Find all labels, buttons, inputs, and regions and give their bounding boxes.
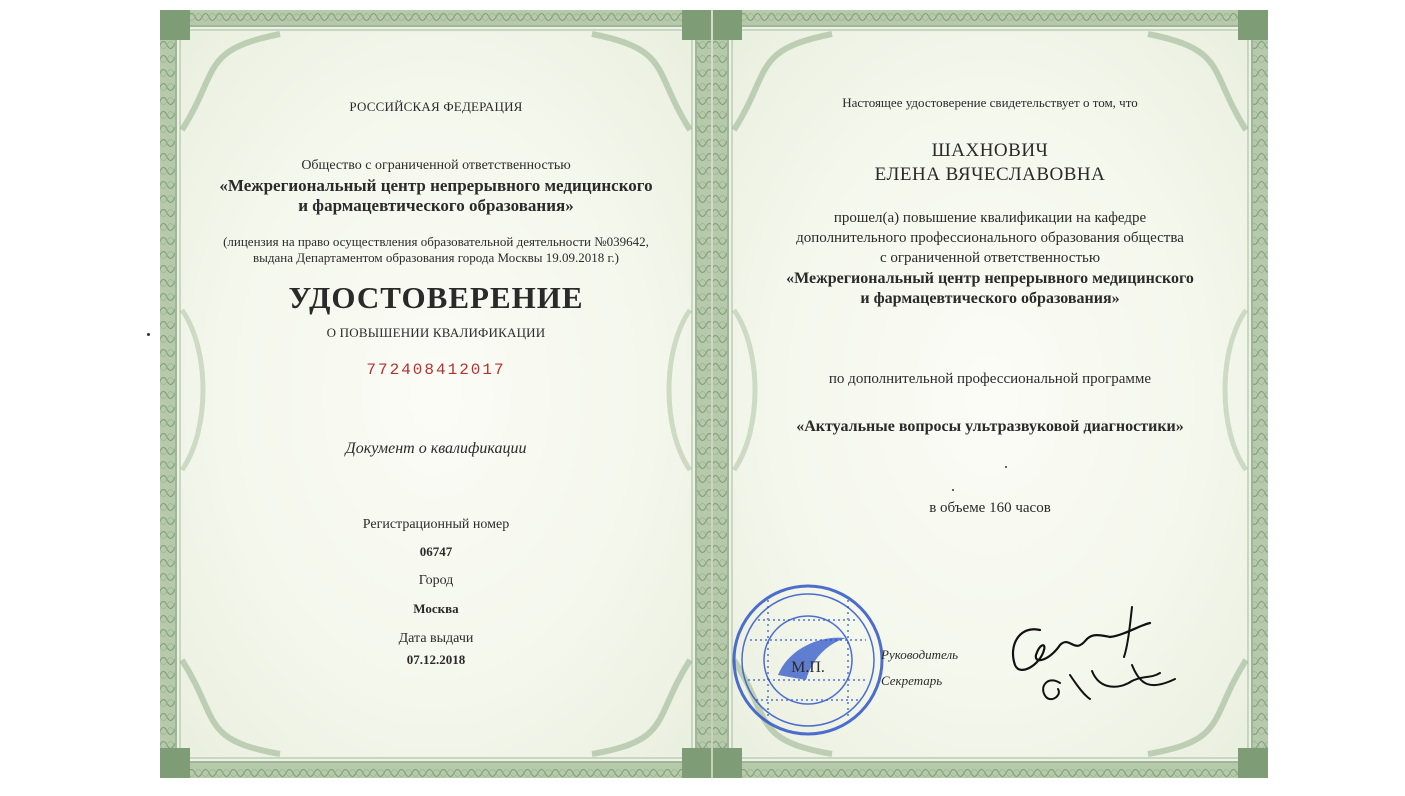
holder-surname: ШАХНОВИЧ	[931, 140, 1049, 161]
registration-label: Регистрационный номер	[362, 517, 510, 532]
scan-speck	[952, 489, 954, 491]
hours-volume: в объеме 160 часов	[929, 500, 1051, 516]
certifies-intro: Настоящее удостоверение свидетельствует о том, что	[842, 95, 1138, 110]
scan-speck	[147, 333, 150, 336]
body-line2: дополнительного профессионального образования общества	[796, 230, 1184, 246]
city-value: Москва	[413, 601, 459, 616]
issue-date-value: 07.12.2018	[406, 652, 466, 667]
org-intro: Общество с ограниченной ответственностью	[301, 158, 571, 173]
left-page-paper	[180, 32, 692, 756]
secretary-label: Секретарь	[881, 673, 943, 688]
handwritten-signatures	[1000, 595, 1190, 715]
org-name-line2: и фармацевтического образования»	[298, 196, 574, 215]
document-title: УДОСТОВЕРЕНИЕ	[288, 280, 584, 315]
license-line1: (лицензия на право осуществления образовательной деятельности №039642,	[223, 234, 649, 249]
registration-value: 06747	[419, 544, 453, 559]
org-line2: и фармацевтического образования»	[860, 290, 1120, 307]
city-label: Город	[418, 573, 454, 588]
serial-number: 772408412017	[366, 361, 506, 379]
document-type: Документ о квалификации	[345, 440, 527, 457]
body-line3: с ограниченной ответственностью	[879, 250, 1101, 266]
org-name-line1: «Межрегиональный центр непрерывного медицинского	[219, 176, 653, 195]
program-intro: по дополнительной профессиональной программе	[828, 371, 1152, 387]
body-line1: прошел(а) повышение квалификации на кафедре	[833, 210, 1147, 226]
holder-given-names: ЕЛЕНА ВЯЧЕСЛАВОВНА	[874, 164, 1106, 185]
license-line2: выдана Департаментом образования города Москвы 19.09.2018 г.)	[253, 250, 619, 265]
country-heading: РОССИЙСКАЯ ФЕДЕРАЦИЯ	[349, 99, 523, 114]
stamp-mp-label: М.П.	[791, 659, 825, 676]
document-subtitle: О ПОВЫШЕНИИ КВАЛИФИКАЦИИ	[326, 325, 546, 340]
issue-date-label: Дата выдачи	[398, 631, 474, 646]
head-label: Руководитель	[881, 647, 959, 662]
org-line1: «Межрегиональный центр непрерывного медицинского	[786, 270, 1194, 287]
scan-speck	[1005, 466, 1007, 468]
program-name: «Актуальные вопросы ультразвуковой диагностики»	[796, 418, 1184, 435]
official-stamp	[728, 580, 888, 740]
